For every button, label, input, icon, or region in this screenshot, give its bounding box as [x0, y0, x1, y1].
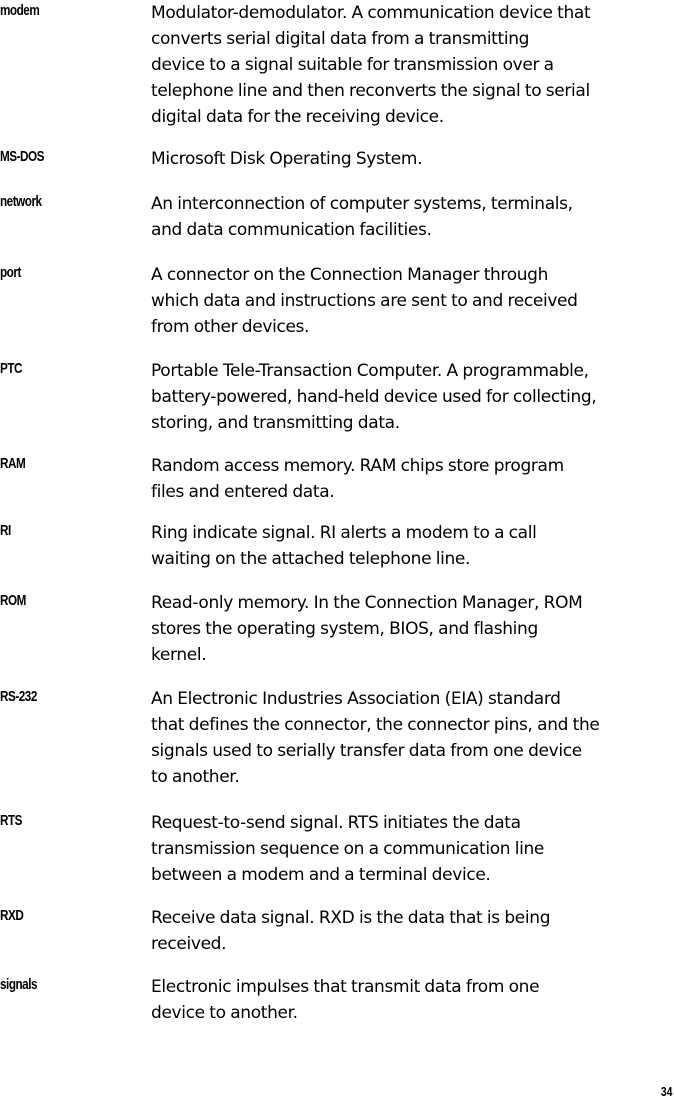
- definition-line: device to another.: [151, 1003, 298, 1023]
- definition-line: between a modem and a terminal device.: [151, 865, 491, 885]
- glossary-definition: [151, 262, 673, 340]
- definition-line: A connector on the Connection Manager through: [151, 265, 549, 285]
- glossary-term: RI: [0, 522, 11, 539]
- definition-line: battery-powered, hand-held device used for collecting,: [151, 387, 597, 407]
- glossary-definition: [151, 358, 673, 436]
- definition-line: and data communication facilities.: [151, 220, 432, 240]
- glossary-definition: [151, 905, 673, 957]
- glossary-definition: [151, 974, 673, 1026]
- glossary-definition: [151, 0, 673, 130]
- glossary-term: network: [0, 193, 42, 210]
- definition-line: converts serial digital data from a transmitting: [151, 29, 530, 49]
- glossary-term: MS-DOS: [0, 148, 44, 165]
- definition-line: storing, and transmitting data.: [151, 413, 400, 433]
- glossary-term: modem: [0, 2, 40, 19]
- glossary-term: PTC: [0, 360, 22, 377]
- definition-line: that defines the connector, the connector pins, and the: [151, 715, 600, 735]
- definition-line: An Electronic Industries Association (EIA) standard: [151, 689, 561, 709]
- glossary-definition: [151, 590, 673, 668]
- definition-line: Request-to-send signal. RTS initiates the data: [151, 813, 521, 833]
- definition-line: device to a signal suitable for transmission over a: [151, 55, 554, 75]
- glossary-term: RS-232: [0, 688, 37, 705]
- definition-line: which data and instructions are sent to and received: [151, 291, 578, 311]
- definition-line: from other devices.: [151, 317, 310, 337]
- definition-line: An interconnection of computer systems, terminals,: [151, 194, 573, 214]
- glossary-term: RAM: [0, 455, 26, 472]
- definition-line: signals used to serially transfer data from one device: [151, 741, 582, 761]
- definition-line: Modulator-demodulator. A communication device that: [151, 3, 591, 23]
- glossary-definition: [151, 453, 673, 505]
- definition-line: received.: [151, 934, 227, 954]
- definition-line: Random access memory. RAM chips store program: [151, 456, 564, 476]
- definition-line: stores the operating system, BIOS, and flashing: [151, 619, 538, 639]
- glossary-definition: [151, 146, 673, 172]
- definition-line: telephone line and then reconverts the signal to serial: [151, 81, 590, 101]
- glossary-term: signals: [0, 976, 38, 993]
- page-number: 34: [660, 1084, 672, 1099]
- definition-line: Portable Tele-Transaction Computer. A programmable,: [151, 361, 589, 381]
- definition-line: Electronic impulses that transmit data from one: [151, 977, 540, 997]
- glossary-definition: [151, 191, 673, 243]
- definition-line: Microsoft Disk Operating System.: [151, 149, 423, 169]
- glossary-term: ROM: [0, 592, 26, 609]
- definition-line: waiting on the attached telephone line.: [151, 549, 471, 569]
- glossary-definition: [151, 520, 673, 572]
- definition-line: Receive data signal. RXD is the data that is being: [151, 908, 551, 928]
- definition-line: files and entered data.: [151, 482, 335, 502]
- definition-line: kernel.: [151, 645, 207, 665]
- glossary-definition: [151, 810, 673, 888]
- definition-line: digital data for the receiving device.: [151, 107, 444, 127]
- definition-line: transmission sequence on a communication line: [151, 839, 545, 859]
- glossary-definition: [151, 686, 673, 790]
- glossary-term: RXD: [0, 907, 24, 924]
- definition-line: Ring indicate signal. RI alerts a modem to a call: [151, 523, 537, 543]
- definition-line: Read-only memory. In the Connection Manager, ROM: [151, 593, 583, 613]
- glossary-term: port: [0, 264, 21, 281]
- definition-line: to another.: [151, 767, 240, 787]
- glossary-term: RTS: [0, 812, 22, 829]
